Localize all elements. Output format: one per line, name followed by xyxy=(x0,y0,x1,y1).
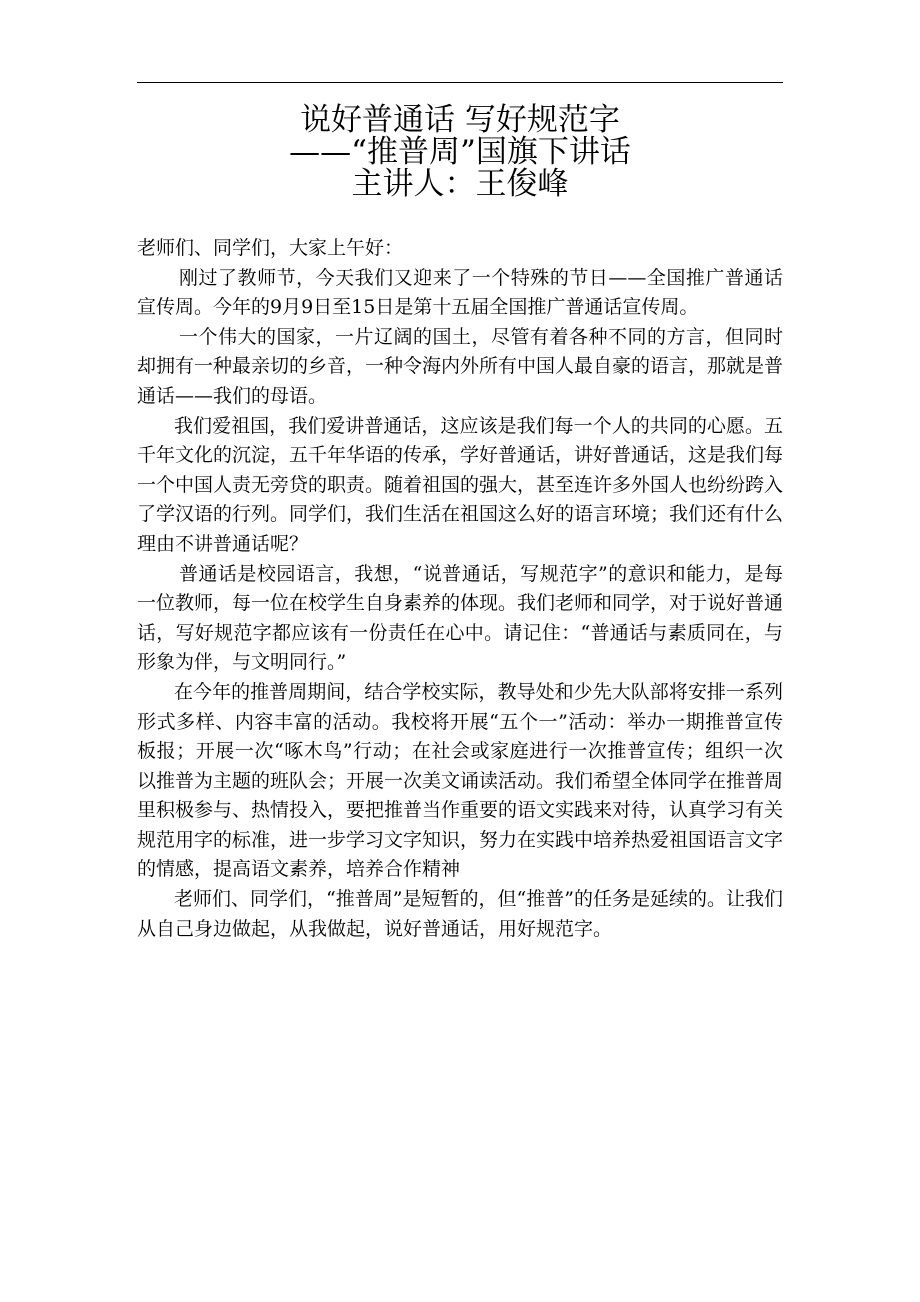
paragraph-3: 我们爱祖国，我们爱讲普通话，这应该是我们每一个人的共同的心愿。五千年文化的沉淀，五千年华语的传承，学好普通话，讲好普通话，这是我们每一个中国人责无旁贷的职责。随着祖国的强大，甚至连许多外国人也纷纷跨入了学汉语的行列。同学们，我们生活在祖国这么好的语言环境；我们还有什么理由不讲普通话呢？ xyxy=(137,414,784,555)
title-block xyxy=(137,104,783,200)
header-rule xyxy=(137,82,783,83)
paragraph-6: 老师们、同学们，“推普周”是短暂的，但“推普”的任务是延续的。让我们从自己身边做起，从我做起，说好普通话，用好规范字。 xyxy=(137,888,783,940)
paragraph-5: 在今年的推普周期间，结合学校实际，教导处和少先大队部将安排一系列形式多样、内容丰富的活动。我校将开展“五个一”活动：举办一期推普宣传板报；开展一次“啄木鸟”行动；在社会或家庭进行一次推普宣传；组织一次以推普为主题的班队会；开展一次美文诵读活动。我们希望全体同学在推普周里积极参与、热情投入，要把推普当作重要的语文实践来对待，认真学习有关规范用字的标准，进一步学习文字知识，努力在实践中培养热爱祖国语言文字的情感，提高语文素养，培养合作精神 xyxy=(137,680,784,881)
subtitle: ——“推普周”国旗下讲话 xyxy=(289,134,631,170)
speaker-line: 主讲人：王俊峰 xyxy=(351,166,569,202)
paragraph-4: 普通话是校园语言，我想，“说普通话，写规范字”的意识和能力，是每一位教师，每一位在校学生自身素养的体现。我们老师和同学，对于说好普通话，写好规范字都应该有一份责任在心中。请记住：“普通话与素质同在，与形象为伴，与文明同行。” xyxy=(137,562,784,674)
greeting: 老师们、同学们，大家上午好： xyxy=(137,237,404,259)
paragraph-2: 一个伟大的国家，一片辽阔的国土，尽管有着各种不同的方言，但同时却拥有一种最亲切的乡音，一种令海内外所有中国人最自豪的语言，那就是普通话——我们的母语。 xyxy=(137,325,784,407)
speech-body xyxy=(137,234,783,944)
main-title: 说好普通话 写好规范字 xyxy=(300,102,620,138)
paragraph-1: 刚过了教师节，今天我们又迎来了一个特殊的节日——全国推广普通话宣传周。今年的9月9日至15日是第十五届全国推广普通话宣传周。 xyxy=(137,266,783,319)
